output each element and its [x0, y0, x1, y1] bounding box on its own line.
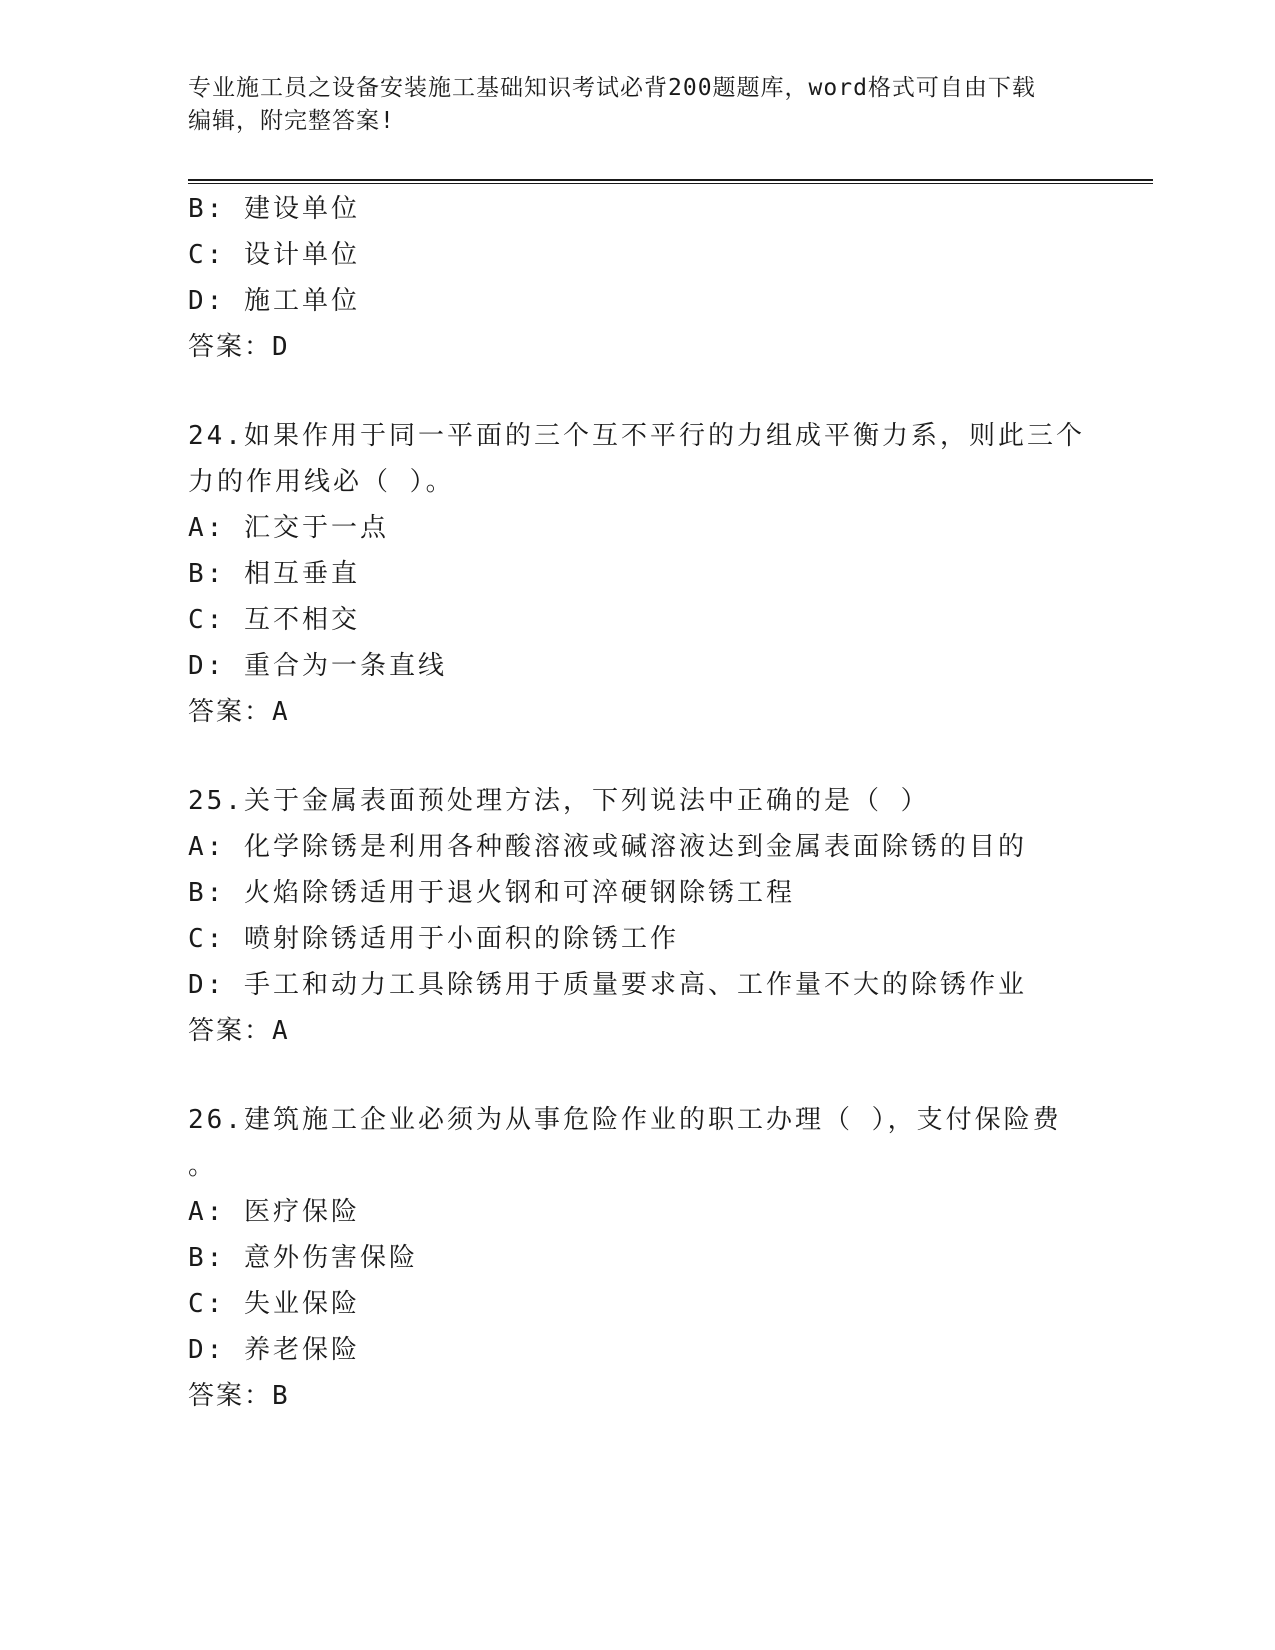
question-text: 25.关于金属表面预处理方法，下列说法中正确的是（ ）: [188, 786, 930, 816]
question-23-continued: [188, 186, 1088, 370]
header-line-2: 编辑，附完整答案!: [188, 108, 395, 134]
question-text-cont: 。: [188, 1151, 218, 1181]
answer-line: 答案：A: [188, 697, 290, 727]
option-b: B: 意外伤害保险: [188, 1243, 418, 1273]
option-d: D: 重合为一条直线: [188, 651, 447, 681]
question-list: [188, 186, 1088, 1419]
option-d: D: 养老保险: [188, 1335, 360, 1365]
option-b: B: 建设单位: [188, 194, 360, 224]
question-25: [188, 778, 1088, 1054]
option-c: C: 互不相交: [188, 605, 360, 635]
question-26: [188, 1097, 1088, 1419]
option-d: D: 施工单位: [188, 286, 360, 316]
question-text: 26.建筑施工企业必须为从事危险作业的职工办理（ ），支付保险费: [188, 1105, 1062, 1135]
option-a: A: 医疗保险: [188, 1197, 360, 1227]
option-a: A: 化学除锈是利用各种酸溶液或碱溶液达到金属表面除锈的目的: [188, 832, 1027, 862]
question-24: [188, 413, 1088, 735]
header-rule-thick: [188, 179, 1153, 181]
document-header: [188, 72, 1068, 138]
header-line-1: 专业施工员之设备安装施工基础知识考试必背200题题库，word格式可自由下载: [188, 75, 1036, 101]
option-c: C: 喷射除锈适用于小面积的除锈工作: [188, 924, 679, 954]
option-d: D: 手工和动力工具除锈用于质量要求高、工作量不大的除锈作业: [188, 970, 1027, 1000]
header-rule-thin: [188, 183, 1153, 184]
option-b: B: 相互垂直: [188, 559, 360, 589]
question-text: 24.如果作用于同一平面的三个互不平行的力组成平衡力系，则此三个: [188, 421, 1085, 451]
option-a: A: 汇交于一点: [188, 513, 389, 543]
answer-line: 答案：B: [188, 1381, 290, 1411]
answer-line: 答案：D: [188, 332, 290, 362]
option-c: C: 设计单位: [188, 240, 360, 270]
answer-line: 答案：A: [188, 1016, 290, 1046]
question-text-cont: 力的作用线必（ ）。: [188, 467, 455, 497]
option-c: C: 失业保险: [188, 1289, 360, 1319]
option-b: B: 火焰除锈适用于退火钢和可淬硬钢除锈工程: [188, 878, 795, 908]
